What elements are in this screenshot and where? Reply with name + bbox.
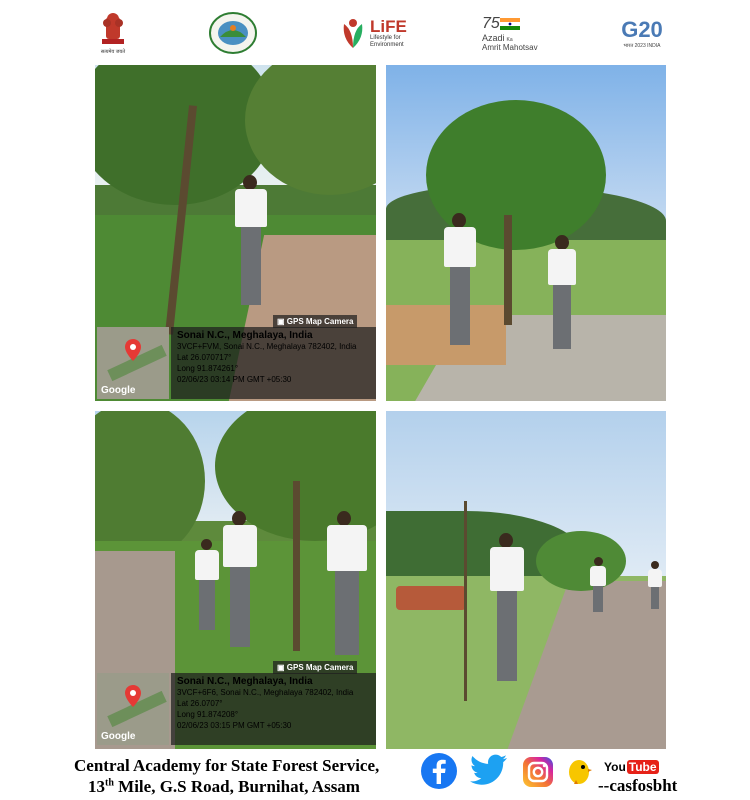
g20-caption: भारत 2023 INDIA [623, 43, 661, 49]
facebook-icon[interactable] [420, 752, 458, 790]
national-emblem-logo [92, 8, 134, 58]
indian-flag-icon [500, 18, 520, 30]
koo-bird-icon[interactable] [566, 754, 592, 786]
social-handle: --casfosbht [598, 776, 678, 795]
google-label: Google [101, 385, 136, 396]
azadi-text-1: Azadi [482, 32, 505, 43]
youtube-tube-text: Tube [628, 760, 657, 774]
footer-line-1: Central Academy for State Forest Service, [74, 756, 380, 775]
life-subtitle: Lifestyle for Environment [370, 34, 404, 48]
forest-ministry-seal-icon [208, 11, 258, 55]
azadi-number: 75 [482, 14, 500, 32]
gps-mini-map [97, 327, 169, 399]
azadi-ka-amrit-mahotsav-logo [482, 8, 548, 58]
gps-address: 3VCF+6F6, Sonai N.C., Meghalaya 782402, India [177, 688, 354, 697]
plantation-photo-2 [386, 65, 666, 401]
gps-place: Sonai N.C., Meghalaya, India [177, 676, 313, 687]
plantation-photo-3 [95, 411, 376, 749]
g20-logo [610, 8, 674, 58]
youtube-logo[interactable] [604, 760, 659, 774]
gps-lat: Lat 26.070717° [177, 353, 232, 362]
gps-mini-map [97, 673, 169, 745]
gps-info [171, 327, 376, 399]
youtube-you-text: You [604, 760, 626, 774]
instagram-icon[interactable] [522, 756, 554, 788]
twitter-icon[interactable] [470, 754, 508, 788]
life-logo [338, 8, 418, 58]
gps-datetime: 02/06/23 03:15 PM GMT +05:30 [177, 721, 292, 730]
life-title: LiFE [370, 16, 407, 36]
camera-icon: ▣ [277, 663, 287, 672]
ashoka-emblem-icon [98, 11, 128, 49]
footer-line-2: 13th Mile, G.S Road, Burnihat, Assam [88, 777, 360, 796]
life-leaf-icon [338, 16, 368, 50]
gps-place: Sonai N.C., Meghalaya, India [177, 330, 313, 341]
plantation-photo-1 [95, 65, 376, 401]
gps-lat: Lat 26.0707° [177, 699, 223, 708]
gps-camera-label: ▣ GPS Map Camera [273, 661, 357, 674]
gps-camera-label: ▣ GPS Map Camera [273, 315, 357, 328]
gps-info [171, 673, 376, 745]
camera-icon: ▣ [277, 317, 287, 326]
gps-long: Long 91.874261° [177, 364, 239, 373]
google-label: Google [101, 731, 136, 742]
emblem-caption: सत्यमेव जयते [100, 49, 126, 55]
azadi-text-3: Amrit Mahotsav [482, 42, 538, 52]
map-pin-icon [125, 339, 141, 361]
forest-ministry-logo [206, 8, 260, 58]
map-pin-icon [125, 685, 141, 707]
azadi-text-2: Ka [506, 36, 513, 43]
plantation-photo-4 [386, 411, 666, 749]
gps-long: Long 91.874208° [177, 710, 239, 719]
gps-address: 3VCF+FVM, Sonai N.C., Meghalaya 782402, India [177, 342, 357, 351]
g20-text: G20 [621, 17, 663, 42]
gps-datetime: 02/06/23 03:14 PM GMT +05:30 [177, 375, 292, 384]
